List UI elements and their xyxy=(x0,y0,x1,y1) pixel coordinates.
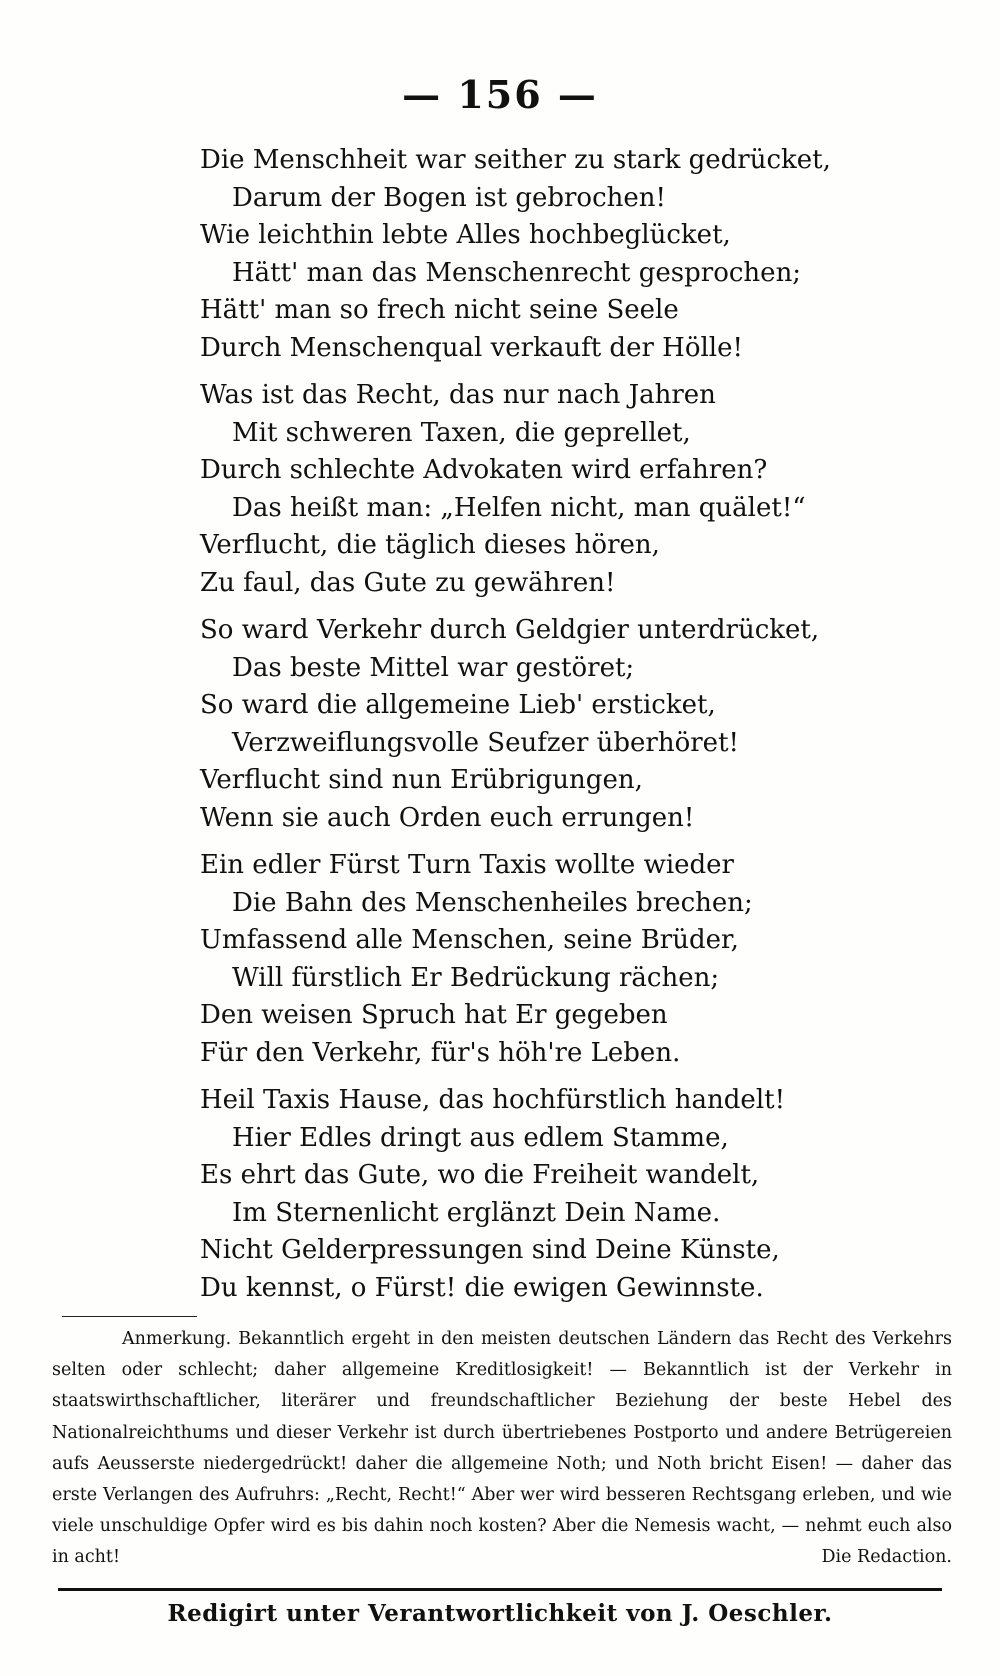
poem-line: Verflucht sind nun Erübrigungen, xyxy=(200,765,643,795)
poem-line: Heil Taxis Hause, das hochfürstlich handelt! xyxy=(200,1085,786,1115)
poem-line: Hier Edles dringt aus edlem Stamme, xyxy=(232,1122,729,1153)
imprint-rule xyxy=(58,1588,942,1591)
poem-line: Will fürstlich Er Bedrückung rächen; xyxy=(232,962,720,993)
poem-line: Wenn sie auch Orden euch errungen! xyxy=(200,802,695,833)
stanza xyxy=(200,847,940,1072)
poem-line: Verflucht, die täglich dieses hören, xyxy=(200,530,660,560)
stanza xyxy=(200,142,940,367)
poem-line: Für den Verkehr, für's höh're Leben. xyxy=(200,1037,681,1068)
poem-line: Nicht Gelderpressungen sind Deine Künste, xyxy=(200,1235,780,1265)
poem-line: Was ist das Recht, das nur nach Jahren xyxy=(200,380,716,410)
footnote-rule xyxy=(62,1316,197,1317)
poem-line: Die Bahn des Menschenheiles brechen; xyxy=(232,887,753,918)
poem-line: Durch Menschenqual verkauft der Hölle! xyxy=(200,332,743,363)
poem-line: So ward Verkehr durch Geldgier unterdrücket, xyxy=(200,615,820,645)
poem-line: Du kennst, o Fürst! die ewigen Gewinnste. xyxy=(200,1272,764,1303)
footnote xyxy=(52,1324,952,1574)
footnote-label: Anmerkung. xyxy=(122,1329,232,1349)
page-number: — 156 — xyxy=(402,72,598,117)
poem-line: Wie leichthin lebte Alles hochbeglücket, xyxy=(200,220,731,250)
poem-line: Darum der Bogen ist gebrochen! xyxy=(232,182,666,213)
poem-line: Verzweiflungsvolle Seufzer überhöret! xyxy=(232,727,739,758)
poem xyxy=(200,142,940,1317)
poem-line: Mit schweren Taxen, die geprellet, xyxy=(232,417,691,448)
poem-line: Den weisen Spruch hat Er gegeben xyxy=(200,1000,668,1030)
stanza xyxy=(200,377,940,602)
footnote-body: Bekanntlich ergeht in den meisten deutschen Ländern das Recht des Verkehrs selten oder schlecht; daher allgemeine Kreditlosigkeit! — Bekanntlich ist der Verkehr in staatswirthschaftlicher, literärer und freundschaftlicher Beziehung der beste Hebel des Nationalreichthums und dieser Verkehr ist durch übertriebenes Postporto und andere Betrügereien aufs Aeusserste niedergedrückt! daher die allgemeine Noth; und Noth bricht Eisen! — daher das erste Verlangen des Aufruhrs: „Recht, Recht!“ Aber wer wird besseren Rechtsgang erleben, und wie viele unschuldige Opfer wird es bis dahin noch kosten? Aber die Nemesis wacht, — nehmt euch also in acht! xyxy=(52,1329,952,1568)
poem-line: Durch schlechte Advokaten wird erfahren? xyxy=(200,455,768,485)
poem-line: Es ehrt das Gute, wo die Freiheit wandelt, xyxy=(200,1160,760,1190)
poem-line: Hätt' man das Menschenrecht gesprochen; xyxy=(232,257,802,288)
poem-line: Im Sternenlicht erglänzt Dein Name. xyxy=(232,1197,721,1228)
poem-line: Ein edler Fürst Turn Taxis wollte wieder xyxy=(200,850,734,880)
stanza xyxy=(200,612,940,837)
imprint: Redigirt unter Verantwortlichkeit von J. Oeschler. xyxy=(167,1600,833,1627)
poem-line: Umfassend alle Menschen, seine Brüder, xyxy=(200,925,739,955)
poem-line: Hätt' man so frech nicht seine Seele xyxy=(200,295,679,325)
footnote-signature: Die Redaction. xyxy=(821,1547,952,1568)
stanza xyxy=(200,1082,940,1307)
poem-line: Zu faul, das Gute zu gewähren! xyxy=(200,567,616,598)
poem-line: So ward die allgemeine Lieb' ersticket, xyxy=(200,690,716,720)
poem-line: Das heißt man: „Helfen nicht, man quälet!“ xyxy=(232,492,806,523)
poem-line: Die Menschheit war seither zu stark gedrücket, xyxy=(200,145,831,175)
poem-line: Das beste Mittel war gestöret; xyxy=(232,652,635,683)
